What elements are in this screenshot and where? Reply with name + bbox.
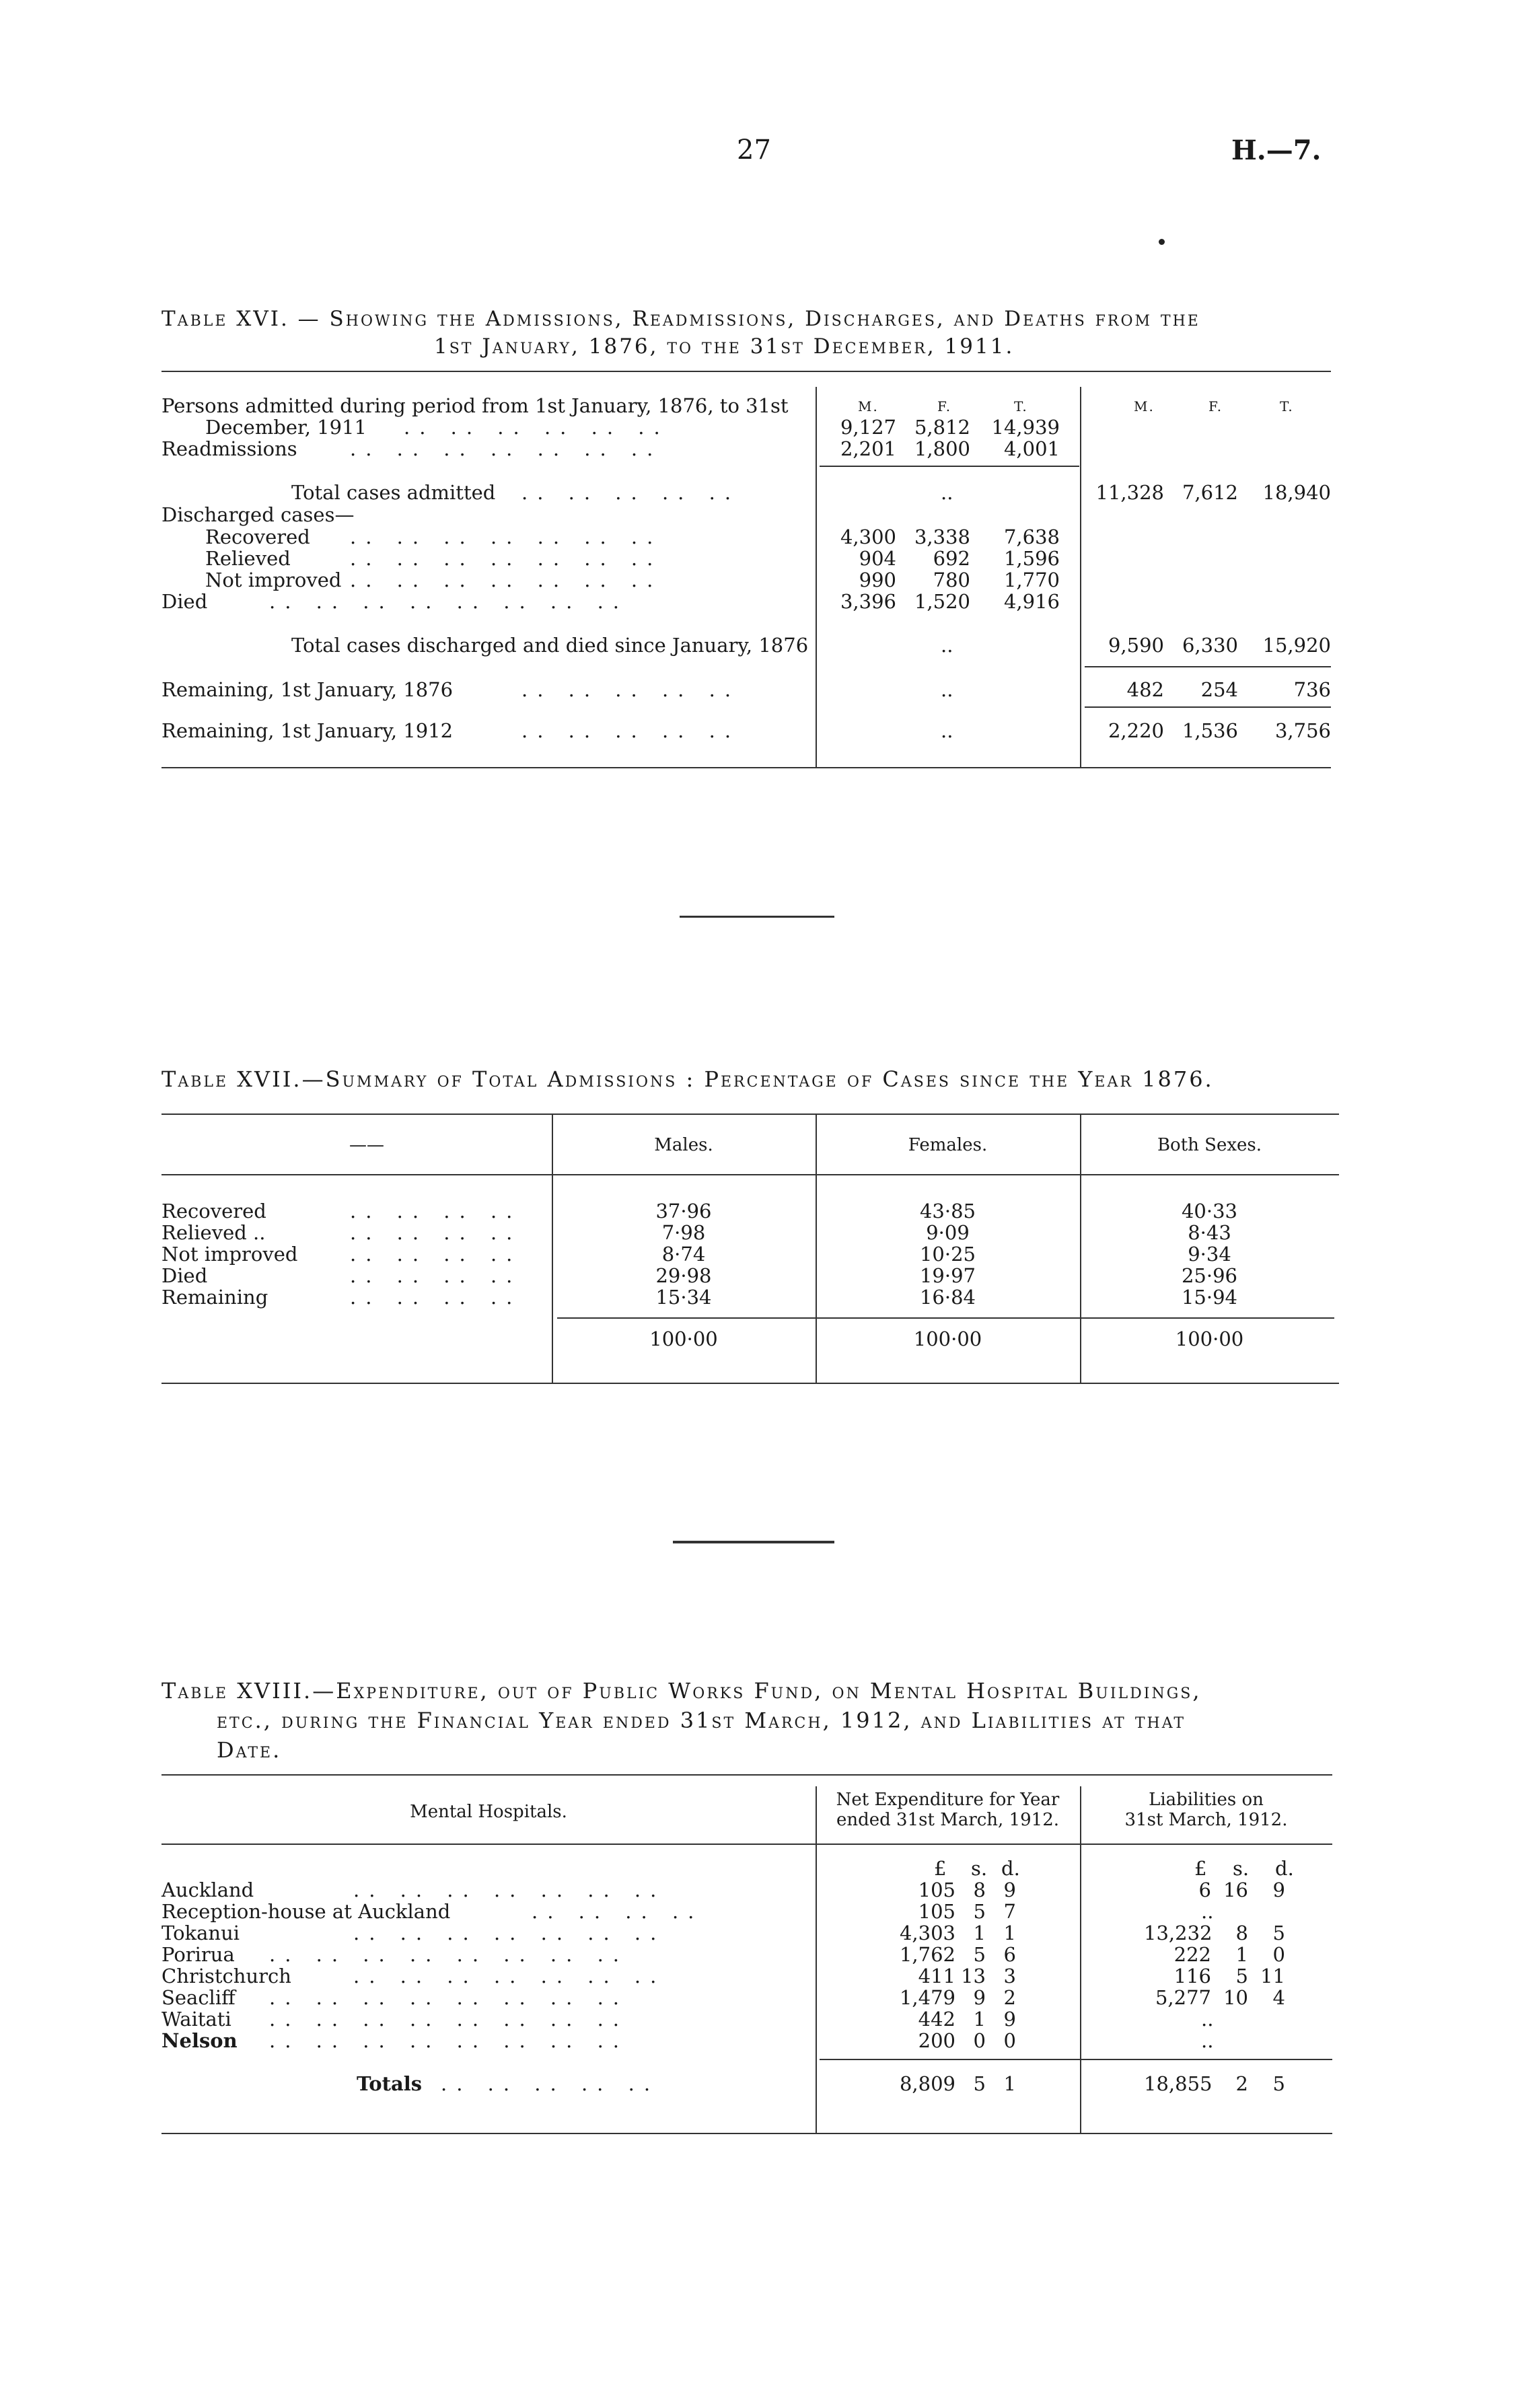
remaining-1912-m: 2,220	[1108, 719, 1164, 742]
liab-pence: 11	[1260, 1965, 1285, 1987]
totals-exp-pounds: 8,809	[899, 2072, 955, 2095]
females-value: 9·09	[926, 1221, 970, 1244]
table-xvii-title: Table XVII.—Summary of Total Admissions : Percentage of Cases since the Year 1876.	[161, 1066, 1214, 1092]
liab-blank: ..	[1201, 1900, 1214, 1923]
exp-pounds: 411	[918, 1965, 955, 1987]
row-label: Remaining	[161, 1286, 268, 1309]
relieved-t: 1,596	[1003, 547, 1060, 570]
exp-pounds: 105	[918, 1900, 955, 1923]
liab-pence: 4	[1272, 1986, 1285, 2009]
liab-pounds: 5,277	[1155, 1986, 1211, 2009]
totals-exp-shillings: 5	[973, 2072, 986, 2095]
remaining-1876-f: 254	[1200, 678, 1238, 701]
total-males: 100·00	[649, 1327, 718, 1350]
liab-shillings: 10	[1223, 1986, 1248, 2009]
col-head-expenditure-line2: ended 31st March, 1912.	[836, 1810, 1060, 1830]
row-label-recovered: Recovered	[205, 525, 310, 548]
exp-pence: 9	[1003, 1878, 1016, 1901]
exp-shillings: 1	[973, 1922, 986, 1944]
col-head-f-total: F.	[1208, 398, 1223, 414]
liab-pounds: 13,232	[1144, 1922, 1213, 1944]
recovered-f: 3,338	[914, 525, 970, 548]
exp-pence: 0	[1003, 2029, 1016, 2052]
not-improved-f: 780	[933, 569, 970, 591]
total-admitted-f: 7,612	[1182, 481, 1238, 504]
totals-label: Totals	[357, 2072, 423, 2095]
males-value: 7·98	[661, 1221, 706, 1244]
document-reference: H.—7.	[1231, 135, 1322, 166]
row-label-died: Died	[161, 590, 208, 613]
table-xviii-title-line3: Date.	[217, 1737, 282, 1763]
total-discharged-blank: ..	[941, 634, 953, 657]
table-xvi-title-line1: Table XVI. — Showing the Admissions, Readmissions, Discharges, and Deaths from the	[161, 307, 1200, 331]
both-value: 15·94	[1181, 1286, 1238, 1309]
liab-shillings: 5	[1235, 1965, 1248, 1987]
males-value: 37·96	[655, 1200, 712, 1223]
hospital-name: Auckland	[161, 1878, 254, 1901]
unit-shillings: s.	[971, 1857, 988, 1880]
unit-shillings-liab: s.	[1233, 1857, 1250, 1880]
remaining-1876-t: 736	[1293, 678, 1331, 701]
liab-pence: 9	[1272, 1878, 1285, 1901]
both-value: 8·43	[1188, 1221, 1231, 1244]
hospital-name: Porirua	[161, 1943, 235, 1966]
remaining-1876-blank: ..	[941, 678, 953, 701]
remaining-1912-f: 1,536	[1182, 719, 1238, 742]
died-m: 3,396	[840, 590, 896, 613]
females-value: 10·25	[919, 1243, 976, 1266]
row-label-total-discharged: Total cases discharged and died since January, 1876	[291, 634, 809, 657]
totals-liab-pence: 5	[1272, 2072, 1285, 2095]
hospital-name: Reception-house at Auckland	[161, 1900, 451, 1923]
liab-pounds: 6	[1198, 1878, 1211, 1901]
total-discharged-t: 15,920	[1262, 634, 1331, 657]
exp-shillings: 13	[961, 1965, 986, 1987]
both-value: 9·34	[1188, 1243, 1231, 1266]
table-xviii-title-line1: Table XVIII.—Expenditure, out of Public Works Fund, on Mental Hospital Buildings,	[161, 1678, 1202, 1704]
not-improved-m: 990	[859, 569, 896, 591]
exp-pounds: 105	[918, 1878, 955, 1901]
table-xvi-title-line2: 1st January, 1876, to the 31st December, 1911.	[434, 334, 1015, 359]
total-discharged-f: 6,330	[1182, 634, 1238, 657]
col-head-blank: ——	[349, 1135, 384, 1155]
females-value: 43·85	[919, 1200, 976, 1223]
col-head-m: M.	[858, 398, 879, 414]
exp-pounds: 442	[918, 2008, 955, 2031]
females-value: 19·97	[919, 1264, 976, 1287]
not-improved-t: 1,770	[1003, 569, 1060, 591]
liab-blank: ..	[1201, 2029, 1214, 2052]
liab-shillings: 16	[1223, 1878, 1248, 1901]
col-head-both: Both Sexes.	[1157, 1135, 1262, 1155]
row-label-relieved: Relieved	[205, 547, 291, 570]
liab-pounds: 222	[1173, 1943, 1211, 1966]
exp-pounds: 200	[918, 2029, 955, 2052]
page-number: 27	[737, 135, 771, 166]
admitted-f: 5,812	[914, 416, 970, 439]
exp-shillings: 5	[973, 1943, 986, 1966]
col-head-hospitals: Mental Hospitals.	[410, 1802, 567, 1822]
females-value: 16·84	[919, 1286, 976, 1309]
readmissions-f: 1,800	[914, 437, 970, 460]
readmissions-m: 2,201	[840, 437, 896, 460]
both-value: 40·33	[1181, 1200, 1238, 1223]
row-label: Not improved	[161, 1243, 298, 1266]
hospital-name: Nelson	[161, 2029, 238, 2052]
exp-pounds: 4,303	[899, 1922, 955, 1944]
col-head-females: Females.	[908, 1135, 988, 1155]
total-females: 100·00	[913, 1327, 982, 1350]
liab-pence: 0	[1272, 1943, 1285, 1966]
col-head-males: Males.	[654, 1135, 713, 1155]
exp-pence: 6	[1003, 1943, 1016, 1966]
ink-speck	[1159, 239, 1165, 245]
admitted-m: 9,127	[840, 416, 896, 439]
row-label-not-improved: Not improved	[205, 569, 342, 591]
relieved-m: 904	[859, 547, 896, 570]
row-label-admitted-line2: December, 1911	[205, 416, 367, 439]
total-admitted-m: 11,328	[1095, 481, 1164, 504]
males-value: 8·74	[661, 1243, 706, 1266]
exp-pounds: 1,762	[899, 1943, 955, 1966]
males-value: 29·98	[655, 1264, 712, 1287]
hospital-name: Seacliff	[161, 1986, 236, 2009]
row-label-readmissions: Readmissions	[161, 437, 297, 460]
exp-pence: 9	[1003, 2008, 1016, 2031]
readmissions-t: 4,001	[1003, 437, 1060, 460]
hospital-name: Tokanui	[161, 1922, 240, 1944]
liab-blank: ..	[1201, 2008, 1214, 2031]
total-both: 100·00	[1175, 1327, 1244, 1350]
liab-shillings: 1	[1235, 1943, 1248, 1966]
died-f: 1,520	[914, 590, 970, 613]
row-label: Relieved ..	[161, 1221, 266, 1244]
total-admitted-blank: ..	[941, 481, 953, 504]
totals-exp-pence: 1	[1003, 2072, 1016, 2095]
row-label-admitted-line1: Persons admitted during period from 1st January, 1876, to 31st	[161, 394, 789, 417]
row-label-discharged: Discharged cases—	[161, 503, 355, 526]
liab-pence: 5	[1272, 1922, 1285, 1944]
admitted-t: 14,939	[991, 416, 1060, 439]
both-value: 25·96	[1181, 1264, 1238, 1287]
hospital-name: Waitati	[161, 2008, 231, 2031]
recovered-t: 7,638	[1003, 525, 1060, 548]
relieved-f: 692	[933, 547, 970, 570]
section-divider	[673, 1541, 834, 1543]
row-label-remaining-1876: Remaining, 1st January, 1876	[161, 678, 454, 701]
col-head-expenditure-line1: Net Expenditure for Year	[836, 1790, 1060, 1810]
exp-shillings: 1	[973, 2008, 986, 2031]
row-label: Recovered	[161, 1200, 266, 1223]
total-admitted-t: 18,940	[1262, 481, 1331, 504]
exp-pence: 2	[1003, 1986, 1016, 2009]
exp-pence: 3	[1003, 1965, 1016, 1987]
liab-shillings: 8	[1235, 1922, 1248, 1944]
col-head-t-total: T.	[1280, 398, 1294, 414]
hospital-name: Christchurch	[161, 1965, 291, 1987]
exp-shillings: 5	[973, 1900, 986, 1923]
unit-pence-liab: d.	[1275, 1857, 1294, 1880]
col-head-f: F.	[937, 398, 952, 414]
totals-liab-pounds: 18,855	[1144, 2072, 1213, 2095]
total-discharged-m: 9,590	[1108, 634, 1164, 657]
males-value: 15·34	[655, 1286, 712, 1309]
exp-shillings: 8	[973, 1878, 986, 1901]
died-t: 4,916	[1003, 590, 1060, 613]
section-divider	[680, 916, 834, 918]
recovered-m: 4,300	[840, 525, 896, 548]
col-head-m-total: M.	[1134, 398, 1155, 414]
unit-pence: d.	[1001, 1857, 1020, 1880]
row-label-remaining-1912: Remaining, 1st January, 1912	[161, 719, 454, 742]
remaining-1912-t: 3,756	[1274, 719, 1331, 742]
col-head-t: T.	[1014, 398, 1028, 414]
row-label: Died	[161, 1264, 208, 1287]
unit-pounds-liab: £	[1194, 1857, 1207, 1880]
exp-pounds: 1,479	[899, 1986, 955, 2009]
row-label-total-admitted: Total cases admitted	[291, 481, 496, 504]
liab-pounds: 116	[1173, 1965, 1211, 1987]
col-head-liabilities-line2: 31st March, 1912.	[1124, 1810, 1288, 1830]
remaining-1912-blank: ..	[941, 719, 953, 742]
exp-shillings: 0	[973, 2029, 986, 2052]
exp-pence: 1	[1003, 1922, 1016, 1944]
table-xviii-title-line2: etc., during the Financial Year ended 31st March, 1912, and Liabilities at that	[217, 1708, 1186, 1733]
exp-pence: 7	[1003, 1900, 1016, 1923]
col-head-liabilities-line1: Liabilities on	[1149, 1790, 1264, 1810]
remaining-1876-m: 482	[1126, 678, 1164, 701]
totals-liab-shillings: 2	[1235, 2072, 1248, 2095]
unit-pounds: £	[934, 1857, 947, 1880]
exp-shillings: 9	[973, 1986, 986, 2009]
